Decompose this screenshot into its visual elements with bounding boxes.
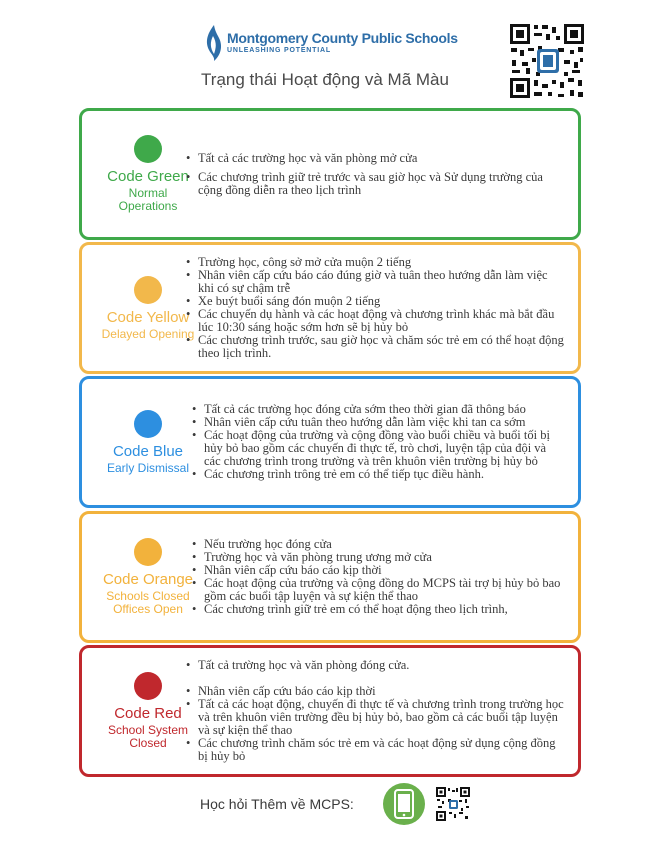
list-item: • Tất cả các hoạt động, chuyến đi thực tế và chương trình trong trường học và trên khuôn viên trường đều bị hủy bỏ, bao gồm cả các buổi tập luyện và sự kiện thể thao: [186, 698, 564, 737]
status-dot-icon: [134, 538, 162, 566]
mcps-logo: [203, 24, 458, 64]
status-dot-icon: [134, 135, 162, 163]
code-label: [100, 379, 196, 505]
bullet-list: [192, 514, 564, 640]
bullet-list: [186, 648, 564, 774]
logo-name: Montgomery County Public Schools: [227, 30, 458, 46]
list-item: • Các chương trình trước, sau giờ học và chăm sóc trẻ em có thể hoạt động theo lịch trình.: [186, 334, 564, 360]
code-label: [100, 245, 196, 371]
list-item: • Tất cả trường học và văn phòng đóng cửa.: [186, 659, 564, 672]
bullet-list: [192, 379, 564, 505]
list-item: • Nhân viên cấp cứu báo cáo đúng giờ và tuân theo hướng dẫn làm việc khi có sự chậm trễ: [186, 269, 564, 295]
footer-text: Học hỏi Thêm về MCPS:: [200, 796, 354, 812]
code-name: Code Red: [114, 705, 182, 722]
code-orange-card: [79, 511, 581, 643]
qr-code-icon[interactable]: [435, 786, 471, 822]
flame-logo-icon: [203, 24, 225, 62]
code-description: Delayed Opening: [101, 326, 195, 341]
status-dot-icon: [134, 672, 162, 700]
code-description: School System Closed: [107, 723, 189, 750]
list-item: • Các chương trình chăm sóc trẻ em và các hoạt động sử dụng cộng đồng bị hủy bỏ: [186, 737, 564, 763]
list-item: • Nếu trường học đóng cửa: [192, 538, 564, 551]
qr-code-icon[interactable]: [508, 22, 586, 100]
list-item: • Các hoạt động của trường và cộng đồng vào buổi chiều và buổi tối bị hủy bỏ bao gồm các chuyến đi thực tế, trò chơi, luyện tập của đội và các chương trình trong trường và trên khuôn viên trường bị hủy bỏ: [192, 429, 564, 468]
code-name: Code Green: [107, 168, 189, 185]
code-description: Early Dismissal: [106, 460, 189, 475]
list-item: • Tất cả các trường học và văn phòng mở cửa: [186, 152, 564, 165]
status-dot-icon: [134, 410, 162, 438]
list-item: • Các chuyến dụ hành và các hoạt động và chương trình khác mà bắt đầu lúc 10:30 sáng hoặc sớm hơn sẽ bị hủy bỏ: [186, 308, 564, 334]
code-green-card: [79, 108, 581, 240]
list-item: • Nhân viên cấp cứu báo cáo kịp thời: [186, 685, 564, 698]
code-label: [100, 514, 196, 640]
page-header: [0, 0, 650, 100]
code-name: Code Blue: [112, 442, 184, 460]
code-label: [100, 111, 196, 237]
status-dot-icon: [134, 276, 162, 304]
code-label: [100, 648, 196, 774]
phone-glyph-icon: [394, 789, 414, 819]
code-yellow-card: [79, 242, 581, 374]
list-item: • Trường học, công sở mở cửa muộn 2 tiếng: [186, 256, 564, 269]
list-item: • Các chương trình giữ trẻ em có thể hoạt động theo lịch trình,: [192, 603, 564, 616]
list-item: • Các hoạt động của trường và cộng đồng do MCPS tài trợ bị hủy bỏ bao gồm các buổi tập luyện và sự kiện thể thao: [192, 577, 564, 603]
list-item: • Nhân viên cấp cứu tuân theo hướng dẫn làm việc khi tan ca sớm: [192, 416, 564, 429]
code-blue-card: [79, 376, 581, 508]
bullet-list: [186, 245, 564, 371]
list-item: • Tất cả các trường học đóng cửa sớm theo thời gian đã thông báo: [192, 403, 564, 416]
list-item: • Các chương trình trông trẻ em có thể tiếp tục điều hành.: [192, 468, 564, 481]
code-name: Code Yellow: [106, 308, 190, 326]
list-item: • Xe buýt buổi sáng đón muộn 2 tiếng: [186, 295, 564, 308]
code-description: Schools Closed Offices Open: [106, 589, 190, 616]
bullet-list: [186, 111, 564, 237]
page-title: Trạng thái Hoạt động và Mã Màu: [201, 70, 449, 89]
code-description: Normal Operations: [118, 186, 178, 213]
code-name: Code Orange: [102, 571, 194, 588]
code-red-card: [79, 645, 581, 777]
list-item: • Các chương trình giữ trẻ trước và sau giờ học và Sử dụng trường của cộng đồng diễn ra theo lịch trình: [186, 171, 564, 197]
list-item: • Trường học và văn phòng trung ương mở cửa: [192, 551, 564, 564]
smartphone-icon[interactable]: [383, 783, 425, 825]
logo-tagline: UNLEASHING POTENTIAL: [227, 47, 331, 54]
list-item: • Nhân viên cấp cứu báo cáo kịp thời: [192, 564, 564, 577]
